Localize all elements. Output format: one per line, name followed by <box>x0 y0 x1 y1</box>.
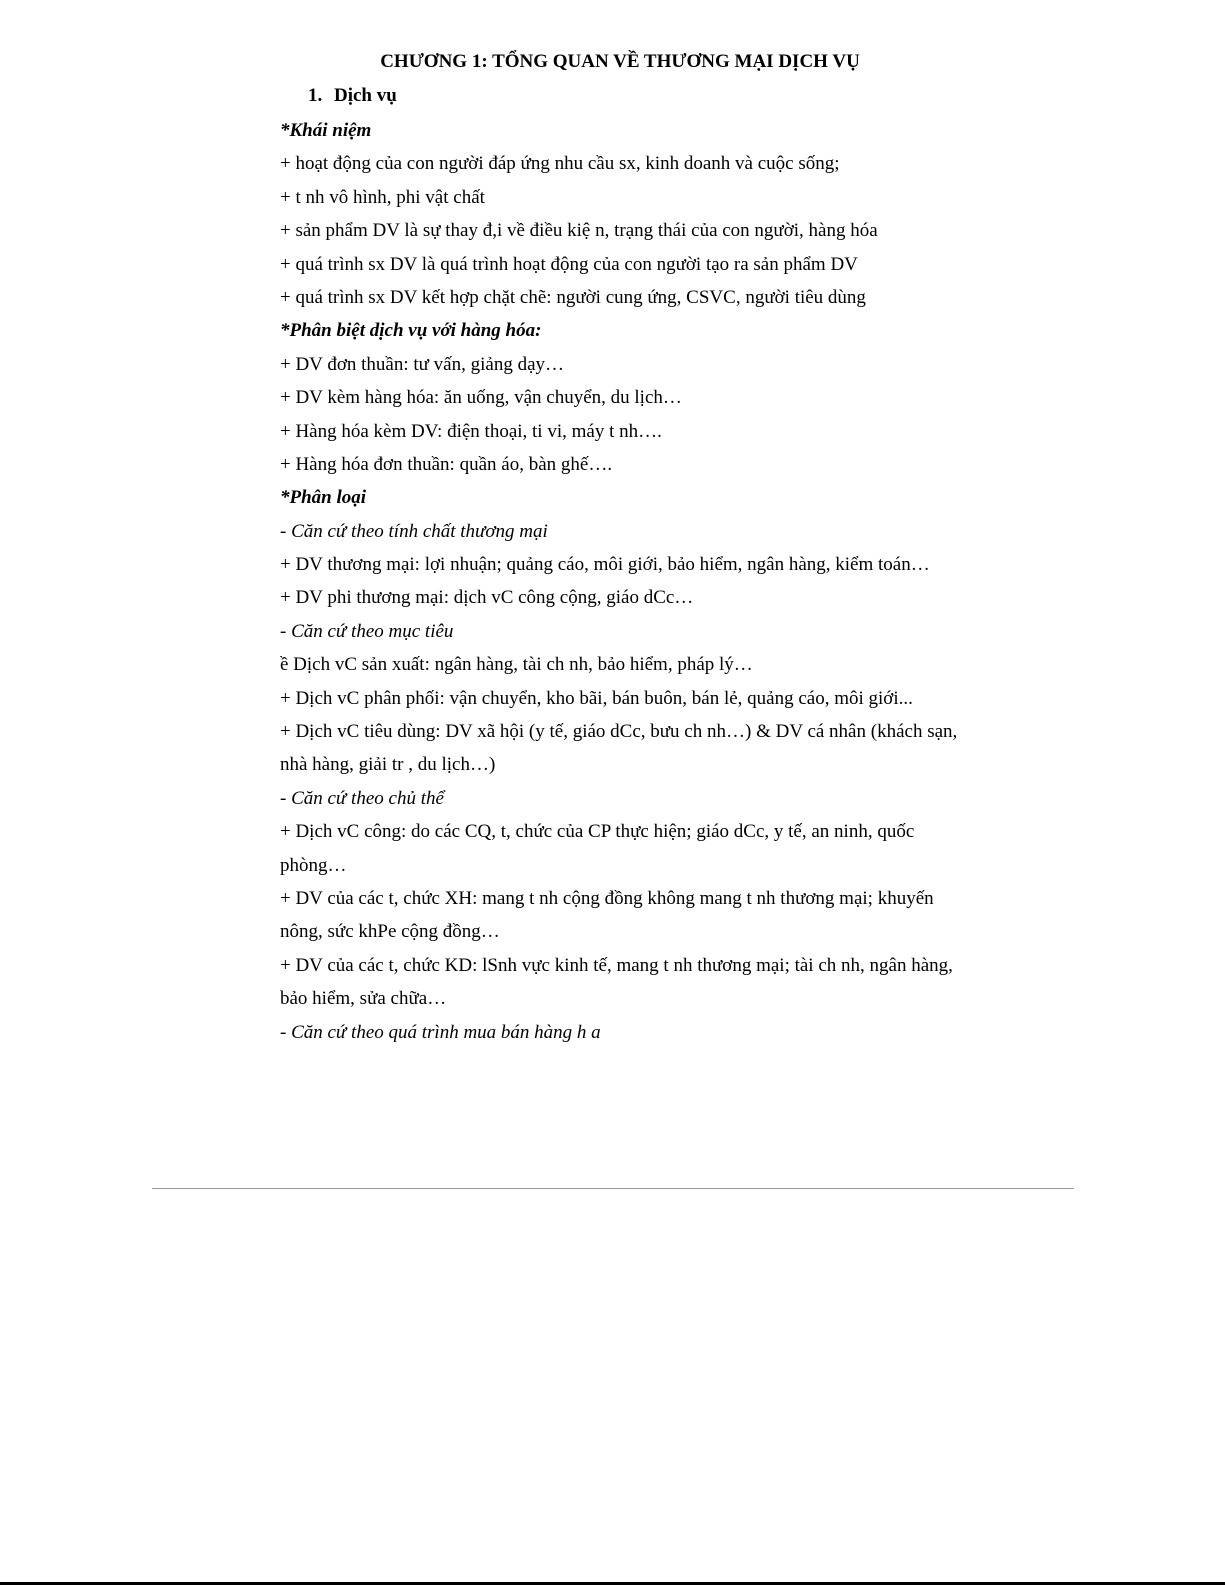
distinction-item: + Hàng hóa đơn thuần: quần áo, bàn ghế…. <box>280 453 613 475</box>
classification-item: + Dịch vC phân phối: vận chuyển, kho bãi, bán buôn, bán lẻ, quảng cáo, môi giới... <box>280 687 913 709</box>
classification-item: ề Dịch vC sản xuất: ngân hàng, tài ch nh, bảo hiểm, pháp lý… <box>280 654 753 676</box>
concept-item: + quá trình sx DV kết hợp chặt chẽ: người cung ứng, CSVC, người tiêu dùng <box>280 286 866 308</box>
subheading-classification: *Phân loại <box>280 487 367 509</box>
classification-item-continued: nhà hàng, giải tr , du lịch…) <box>280 754 496 776</box>
section-number: 1. <box>308 85 323 106</box>
classification-item: + Dịch vC công: do các CQ, t, chức của CP thực hiện; giáo dCc, y tế, an ninh, quốc <box>280 821 915 843</box>
classification-item: + Dịch vC tiêu dùng: DV xã hội (y tế, giáo dCc, bưu ch nh…) & DV cá nhân (khách sạn, <box>280 721 958 743</box>
concept-item: + sản phẩm DV là sự thay đ,i về điều kiệ n, trạng thái của con người, hàng hóa <box>280 220 878 242</box>
classification-item: + DV phi thương mại: dịch vC công cộng, giáo dCc… <box>280 587 694 609</box>
distinction-item: + DV kèm hàng hóa: ăn uống, vận chuyển, du lịch… <box>280 387 682 409</box>
subheading-concept: *Khái niệm <box>280 120 372 141</box>
criterion-heading: - Căn cứ theo chủ thể <box>280 787 444 809</box>
section-heading <box>308 82 397 110</box>
section-label: Dịch vụ <box>334 85 397 106</box>
criterion-heading: - Căn cứ theo quá trình mua bán hàng h a <box>280 1021 601 1043</box>
subheading-distinction: *Phân biệt dịch vụ với hàng hóa: <box>280 320 542 342</box>
criterion-heading: - Căn cứ theo mục tiêu <box>280 620 454 642</box>
classification-item-continued: bảo hiểm, sửa chữa… <box>280 988 447 1010</box>
classification-item-continued: nông, sức khPe cộng đồng… <box>280 921 500 943</box>
chapter-title: CHƯƠNG 1: TỔNG QUAN VỀ THƯƠNG MẠI DỊCH VỤ <box>380 51 860 72</box>
concept-item: + hoạt động của con người đáp ứng nhu cầu sx, kinh doanh và cuộc sống; <box>280 153 840 175</box>
body-text <box>280 114 980 1049</box>
criterion-heading: - Căn cứ theo tính chất thương mại <box>280 520 548 542</box>
page-separator <box>152 1188 1074 1189</box>
concept-item: + quá trình sx DV là quá trình hoạt động của con người tạo ra sản phẩm DV <box>280 253 858 275</box>
classification-item: + DV của các t, chức KD: lSnh vực kinh tế, mang t nh thương mại; tài ch nh, ngân hàng, <box>280 954 953 976</box>
distinction-item: + Hàng hóa kèm DV: điện thoại, ti vi, máy t nh…. <box>280 420 662 442</box>
distinction-item: + DV đơn thuần: tư vấn, giảng dạy… <box>280 353 565 375</box>
classification-item: + DV thương mại: lợi nhuận; quảng cáo, môi giới, bảo hiểm, ngân hàng, kiểm toán… <box>280 554 930 576</box>
classification-item: + DV của các t, chức XH: mang t nh cộng đồng không mang t nh thương mại; khuyến <box>280 887 934 909</box>
concept-item: + t nh vô hình, phi vật chất <box>280 186 485 208</box>
classification-item-continued: phòng… <box>280 854 347 876</box>
